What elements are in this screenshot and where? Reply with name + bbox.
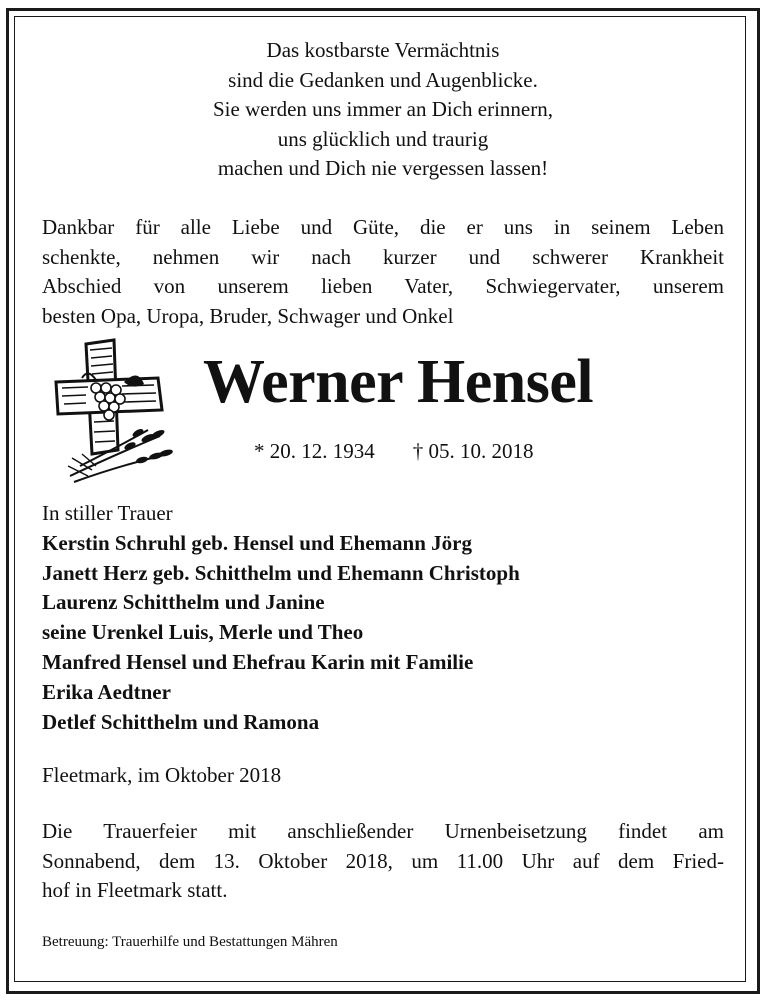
intro-line: schenkte, nehmen wir nach kurzer und schwerer Krankheit (42, 244, 724, 269)
intro-text (42, 213, 724, 331)
intro-line: besten Opa, Uropa, Bruder, Schwager und Onkel (42, 303, 454, 328)
mourners-block (42, 499, 520, 737)
poem-line: uns glücklich und traurig (277, 126, 489, 151)
poem-line: sind die Gedanken und Augenblicke. (228, 67, 538, 92)
birth-date: * 20. 12. 1934 (254, 439, 375, 463)
funeral-line: hof in Fleetmark statt. (42, 878, 228, 902)
poem (0, 36, 766, 184)
intro-line: Abschied von unserem lieben Vater, Schwiegervater, unserem (42, 274, 724, 298)
care-note: Betreuung: Trauerhilfe und Bestattungen Mähren (42, 934, 338, 950)
mourners-lead: In stiller Trauer (42, 501, 173, 525)
poem-line: machen und Dich nie vergessen lassen! (217, 156, 549, 180)
funeral-line: Sonnabend, dem 13. Oktober 2018, um 11.00 Uhr auf dem Fried- (42, 848, 724, 873)
death-date: † 05. 10. 2018 (412, 439, 534, 463)
mourner-name: Laurenz Schitthelm und Janine (42, 590, 325, 615)
mourner-name: Manfred Hensel und Ehefrau Karin mit Familie (42, 649, 474, 674)
mourner-name: Kerstin Schruhl geb. Hensel und Ehemann Jörg (42, 530, 472, 555)
funeral-line: Die Trauerfeier mit anschließender Urnenbeisetzung findet am (42, 819, 724, 843)
poem-line: Das kostbarste Vermächtnis (266, 38, 500, 62)
funeral-notice (42, 817, 724, 906)
place-date: Fleetmark, im Oktober 2018 (42, 763, 282, 787)
life-dates (254, 439, 534, 464)
cross-with-wheat-and-grapes-icon (52, 338, 174, 486)
poem-line: Sie werden uns immer an Dich erinnern, (213, 97, 553, 121)
mourner-name: Janett Herz geb. Schitthelm und Ehemann Christoph (42, 560, 520, 585)
deceased-name: Werner Hensel (203, 348, 594, 416)
mourner-name: seine Urenkel Luis, Merle und Theo (42, 620, 364, 645)
mourner-name: Detlef Schitthelm und Ramona (42, 709, 320, 734)
intro-line: Dankbar für alle Liebe und Güte, die er uns in seinem Leben (42, 215, 724, 239)
mourner-name: Erika Aedtner (42, 679, 171, 704)
